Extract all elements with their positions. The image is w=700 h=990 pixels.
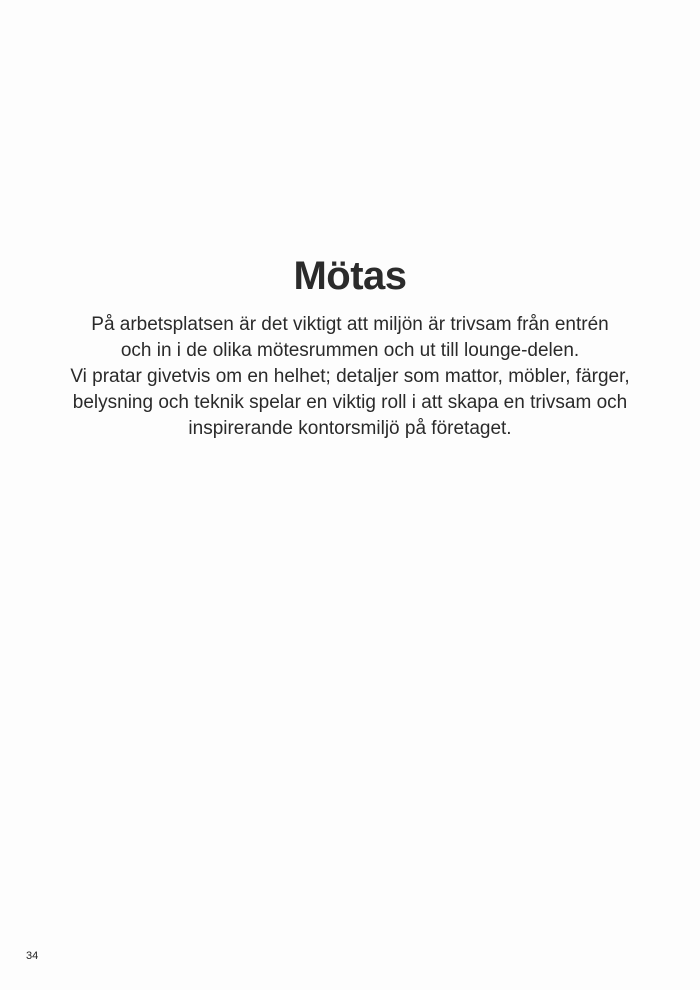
intro-line: belysning och teknik spelar en viktig roll i att skapa en trivsam och [72,392,628,413]
intro-line: inspirerande kontorsmiljö på företaget. [188,418,512,439]
intro-line: Vi pratar givetvis om en helhet; detaljer som mattor, möbler, färger, [70,366,630,387]
intro-paragraph [40,312,660,442]
intro-line: och in i de olika mötesrummen och ut till lounge-delen. [120,340,580,361]
page-title: Mötas [293,254,407,298]
intro-line: På arbetsplatsen är det viktigt att miljön är trivsam från entrén [91,314,609,335]
page-number: 34 [26,950,39,962]
